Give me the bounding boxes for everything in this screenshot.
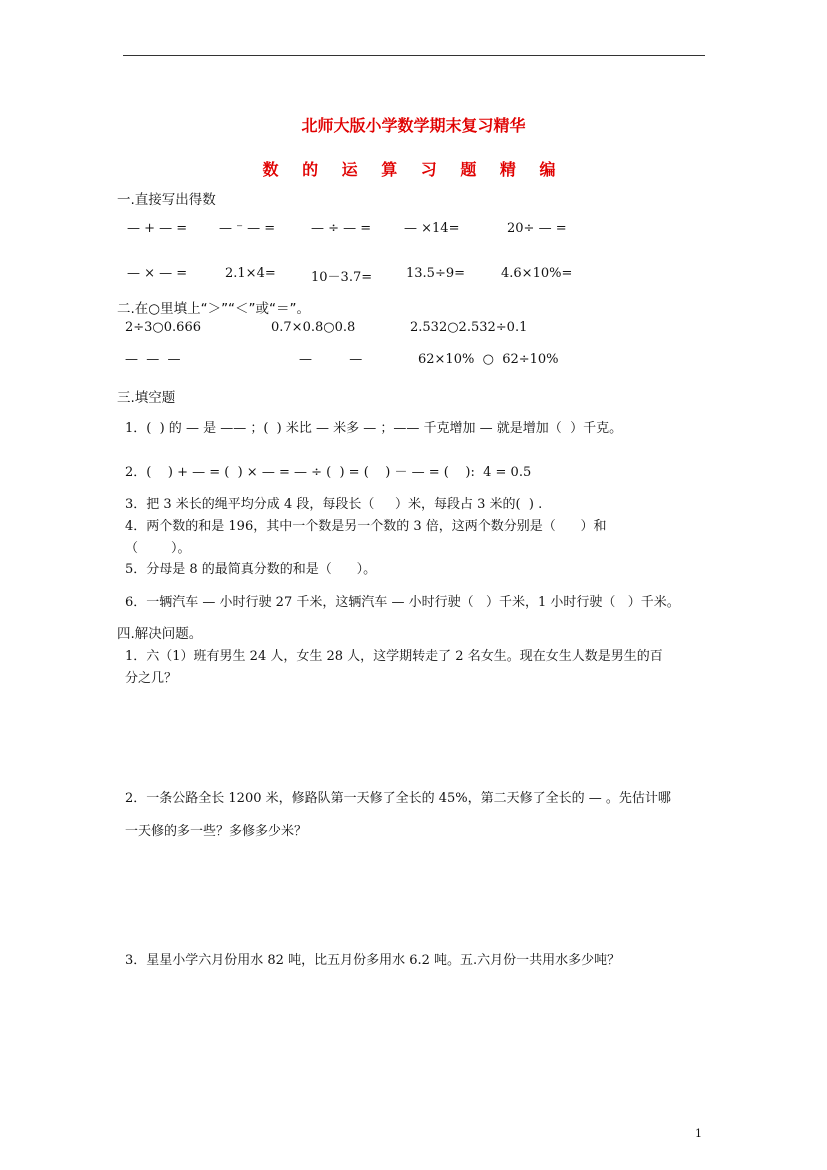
calc-item: — ×14= — [404, 221, 460, 236]
problem-1: 1．六（1）班有男生 24 人，女生 28 人，这学期转走了 2 名女生。现在女生人数是男生的百 — [125, 649, 663, 664]
calc-item: — × — = — [127, 266, 188, 281]
fill-question-4-cont: （ ）。 — [125, 541, 191, 556]
fill-question-5: 5．分母是 8 的最简真分数的和是（ ）。 — [125, 562, 377, 577]
problem-2: 2．一条公路全长 1200 米，修路队第一天修了全长的 45%，第二天修了全长的 — 。先估计哪 — [125, 791, 671, 806]
calc-item: 2.1×4= — [225, 266, 276, 281]
compare-item: 2.532○2.532÷0.1 — [410, 320, 528, 335]
compare-item: — — — — [125, 352, 181, 367]
header-rule — [123, 55, 705, 56]
calc-item: 4.6×10%= — [501, 266, 573, 281]
fill-question-4: 4．两个数的和是 196，其中一个数是另一个数的 3 倍，这两个数分别是（ ）和 — [125, 519, 607, 534]
calc-item: — ⁻ — = — [219, 221, 276, 236]
document-subtitle: 数 的 运 算 习 题 精 编 — [262, 160, 565, 179]
problem-2-cont: 一天修的多一些？多修多少米？ — [125, 824, 308, 839]
section-1-heading: 一.直接写出得数 — [117, 192, 216, 208]
fill-question-2: 2．( ) + — = ( ) × — = — ÷ ( ) = ( ) － — = ( ): 4 = 0.5 — [125, 465, 532, 480]
fill-question-3: 3．把 3 米长的绳平均分成 4 段，每段长（ ）米，每段占 3 米的( ) . — [125, 497, 543, 512]
compare-item: 0.7×0.8○0.8 — [271, 320, 356, 335]
calc-item: — ÷ — = — [311, 221, 372, 236]
document-title: 北师大版小学数学期末复习精华 — [301, 116, 526, 135]
fill-question-1: 1．( ) 的 — 是 —— ；( ) 米比 — 米多 — ；—— 千克增加 — 就是增加（ ）千克。 — [125, 421, 623, 436]
calc-item: 10－3.7= — [311, 270, 373, 285]
fill-question-6: 6．一辆汽车 — 小时行驶 27 千米，这辆汽车 — 小时行驶（ ）千米，1 小时行驶（ ）千米。 — [125, 595, 680, 610]
problem-3: 3．星星小学六月份用水 82 吨，比五月份多用水 6.2 吨。五.六月份一共用水多少吨？ — [125, 953, 621, 968]
section-3-heading: 三.填空题 — [117, 390, 176, 406]
compare-item: — — — [299, 352, 363, 367]
problem-1-cont: 分之几？ — [125, 671, 178, 686]
calc-item: 20÷ — = — [507, 221, 567, 236]
section-2-heading: 二.在○里填上“＞”“＜”或“＝”。 — [117, 301, 311, 317]
page-number: 1 — [695, 1127, 702, 1140]
compare-item: 2÷3○0.666 — [125, 320, 201, 335]
compare-item: 62×10% ○ 62÷10% — [418, 352, 559, 367]
calc-item: — + — = — [127, 221, 188, 236]
calc-item: 13.5÷9= — [406, 266, 466, 281]
section-4-heading: 四.解决问题。 — [117, 626, 203, 642]
